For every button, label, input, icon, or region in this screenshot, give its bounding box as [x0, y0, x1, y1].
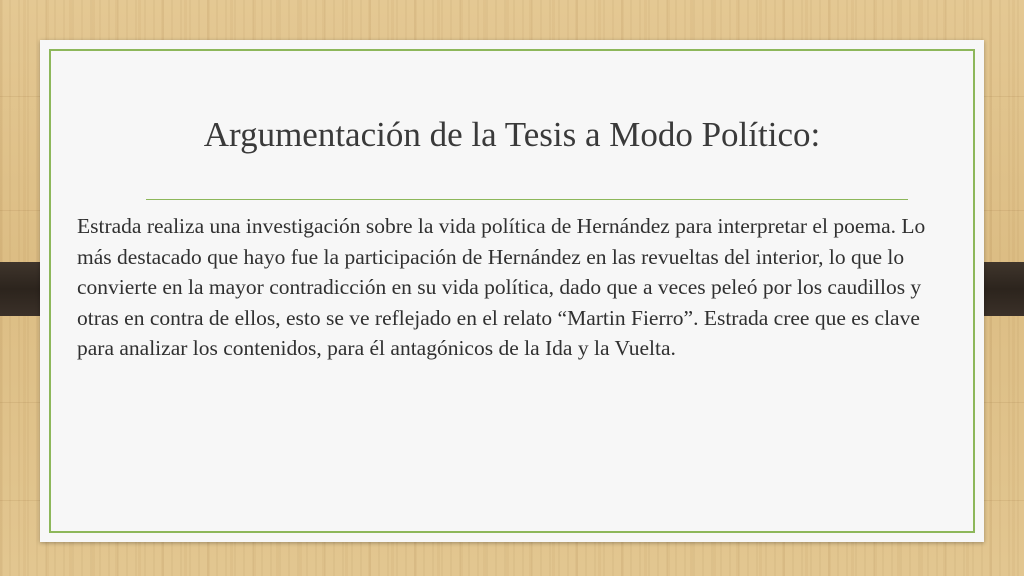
slide-card [40, 40, 984, 542]
title-divider [146, 199, 908, 200]
slide-body-text: Estrada realiza una investigación sobre la vida política de Hernández para interpretar el poema. Lo más destacado que hayo fue la participación de Hernández en las revueltas del interior, lo que lo convierte en la mayor contradicción en su vida política, dado que a veces peleó por los caudillos y otras en contra de ellos, esto se ve reflejado en el relato “Martin Fierro”. Estrada cree que es clave para analizar los contenidos, para él antagónicos de la Ida y la Vuelta. [77, 214, 926, 360]
left-leather-strap [0, 262, 40, 316]
slide-title: Argumentación de la Tesis a Modo Político: [203, 115, 821, 154]
